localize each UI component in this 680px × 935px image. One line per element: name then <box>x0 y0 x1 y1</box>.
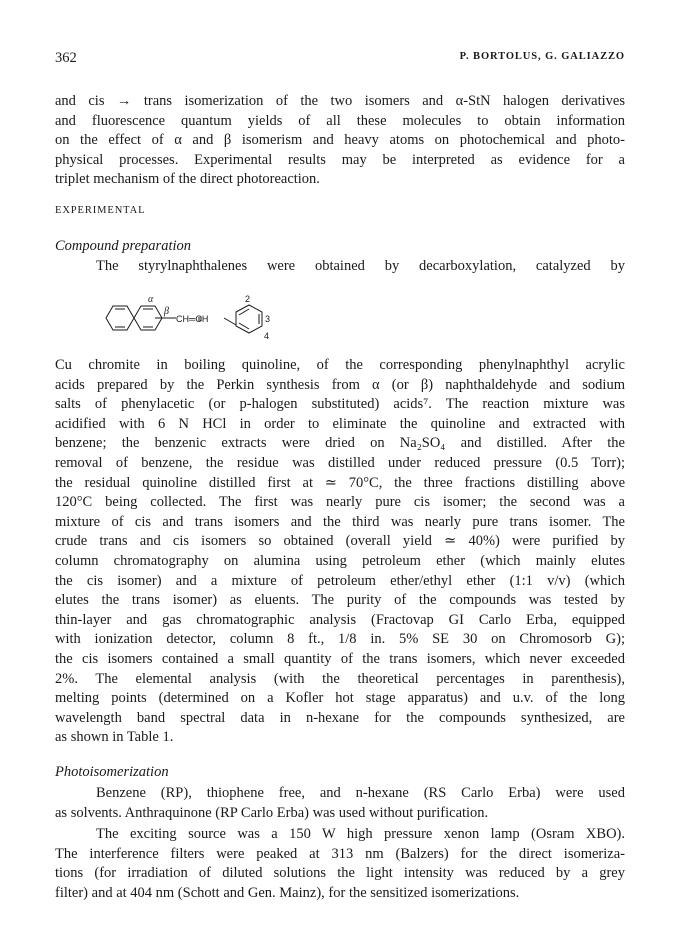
page-number: 362 <box>55 50 77 66</box>
text-line: removal of benzene, the residue was distilled under reduced pressure (0.5 Torr); <box>55 454 625 471</box>
text-line: The styrylnaphthalenes were obtained by decarboxylation, catalyzed by <box>96 258 625 274</box>
text-line: elutes the trans isomer) as eluents. The purity of the compounds was tested by <box>55 592 625 609</box>
text-line: as shown in Table 1. <box>55 729 174 746</box>
photo-paragraph-2 <box>55 825 625 903</box>
structure-diagram <box>98 292 328 344</box>
text-line: acidified with 6 N HCl in order to eliminate the quinoline and extracted with <box>55 415 625 432</box>
text-line: and fluorescence quantum yields of all these molecules to obtain information <box>55 112 625 129</box>
text-line: benzene; the benzenic extracts were dried on Na₂SO₄ and distilled. After the <box>55 435 625 452</box>
text-line: The interference filters were peaked at 313 nm (Balzers) for the direct isomeriza- <box>55 845 625 862</box>
page-header <box>55 50 625 70</box>
text-line: 120°C being collected. The first was nearly pure cis isomer; the second was a <box>55 494 625 511</box>
subsection-heading-photoisomerization: Photoisomerization <box>55 764 169 780</box>
text-line: Benzene (RP), thiophene free, and n-hexane (RS Carlo Erba) were used <box>96 785 625 801</box>
text-line: on the effect of α and β isomerism and heavy atoms on photochemical and photo- <box>55 132 625 149</box>
text-line: tions (for irradiation of diluted solutions the light intensity was reduced by a grey <box>55 865 625 882</box>
text-line: melting points (determined on a Kofler hot stage apparatus) and u.v. of the long <box>55 690 625 707</box>
text-line: The exciting source was a 150 W high pressure xenon lamp (Osram XBO). <box>96 826 625 842</box>
styrylnaphthalene-structure <box>98 292 328 344</box>
intro-paragraph <box>55 92 625 190</box>
compound-intro <box>96 257 625 277</box>
position-2-label: 2 <box>245 294 251 304</box>
subsection-heading-compound: Compound preparation <box>55 238 192 254</box>
text-line: and cis → trans isomerization of the two isomers and α-StN halogen derivatives <box>55 93 625 109</box>
running-head: P. BORTOLUS, G. GALIAZZO <box>459 51 625 62</box>
text-line: with ionization detector, column 8 ft., 1/8 in. 5% SE 30 on Chromosorb G); <box>55 631 625 648</box>
text-line: triplet mechanism of the direct photoreaction. <box>55 171 320 188</box>
section-heading-experimental: EXPERIMENTAL <box>55 205 146 216</box>
text-line: mixture of cis and trans isomers and the third was nearly pure trans isomer. The <box>55 513 625 530</box>
text-line: 2%. The elemental analysis (with the theoretical percentages in parenthesis), <box>55 670 625 687</box>
text-line: salts of phenylacetic (or p-halogen substituted) acids⁷. The reaction mixture was <box>55 396 625 413</box>
text-line: the residual quinoline distilled first at ≃ 70°C, the three fractions distilling above <box>55 474 625 491</box>
text-line: filter) and at 404 nm (Schott and Gen. Mainz), for the sensitized isomerizations. <box>55 884 520 901</box>
text-line: Cu chromite in boiling quinoline, of the corresponding phenylnaphthyl acrylic <box>55 357 625 373</box>
compound-paragraph <box>55 356 625 748</box>
text-line: the cis isomer) and a mixture of petroleum ether/ethyl ether (1:1 v/v) (which <box>55 572 625 589</box>
text-line: physical processes. Experimental results may be interpreted as evidence for a <box>55 151 625 168</box>
text-line: the cis isomers contained a small quantity of the trans isomers, which never exceeded <box>55 650 625 667</box>
text-line: acids prepared by the Perkin synthesis from α (or β) naphthaldehyde and sodium <box>55 376 625 393</box>
position-3-label: 3 <box>265 314 271 324</box>
photo-paragraph-1 <box>55 784 625 823</box>
text-line: wavelength band spectral data in n-hexane for the compounds synthesized, are <box>55 709 625 726</box>
text-line: as solvents. Anthraquinone (RP Carlo Erba) was used without purification. <box>55 804 489 821</box>
position-4-label: 4 <box>264 331 270 341</box>
text-line: crude trans and cis isomers so obtained (overall yield ≃ 40%) were purified by <box>55 533 625 550</box>
linker-label: CH═CH <box>176 314 209 324</box>
text-line: column chromatography on alumina using petroleum ether (which mainly elutes <box>55 552 625 569</box>
beta-label: β <box>164 306 169 317</box>
alpha-label: α <box>148 294 154 305</box>
text-line: thin-layer and gas chromatographic analysis (Fractovap GI Carlo Erba, equipped <box>55 611 625 628</box>
